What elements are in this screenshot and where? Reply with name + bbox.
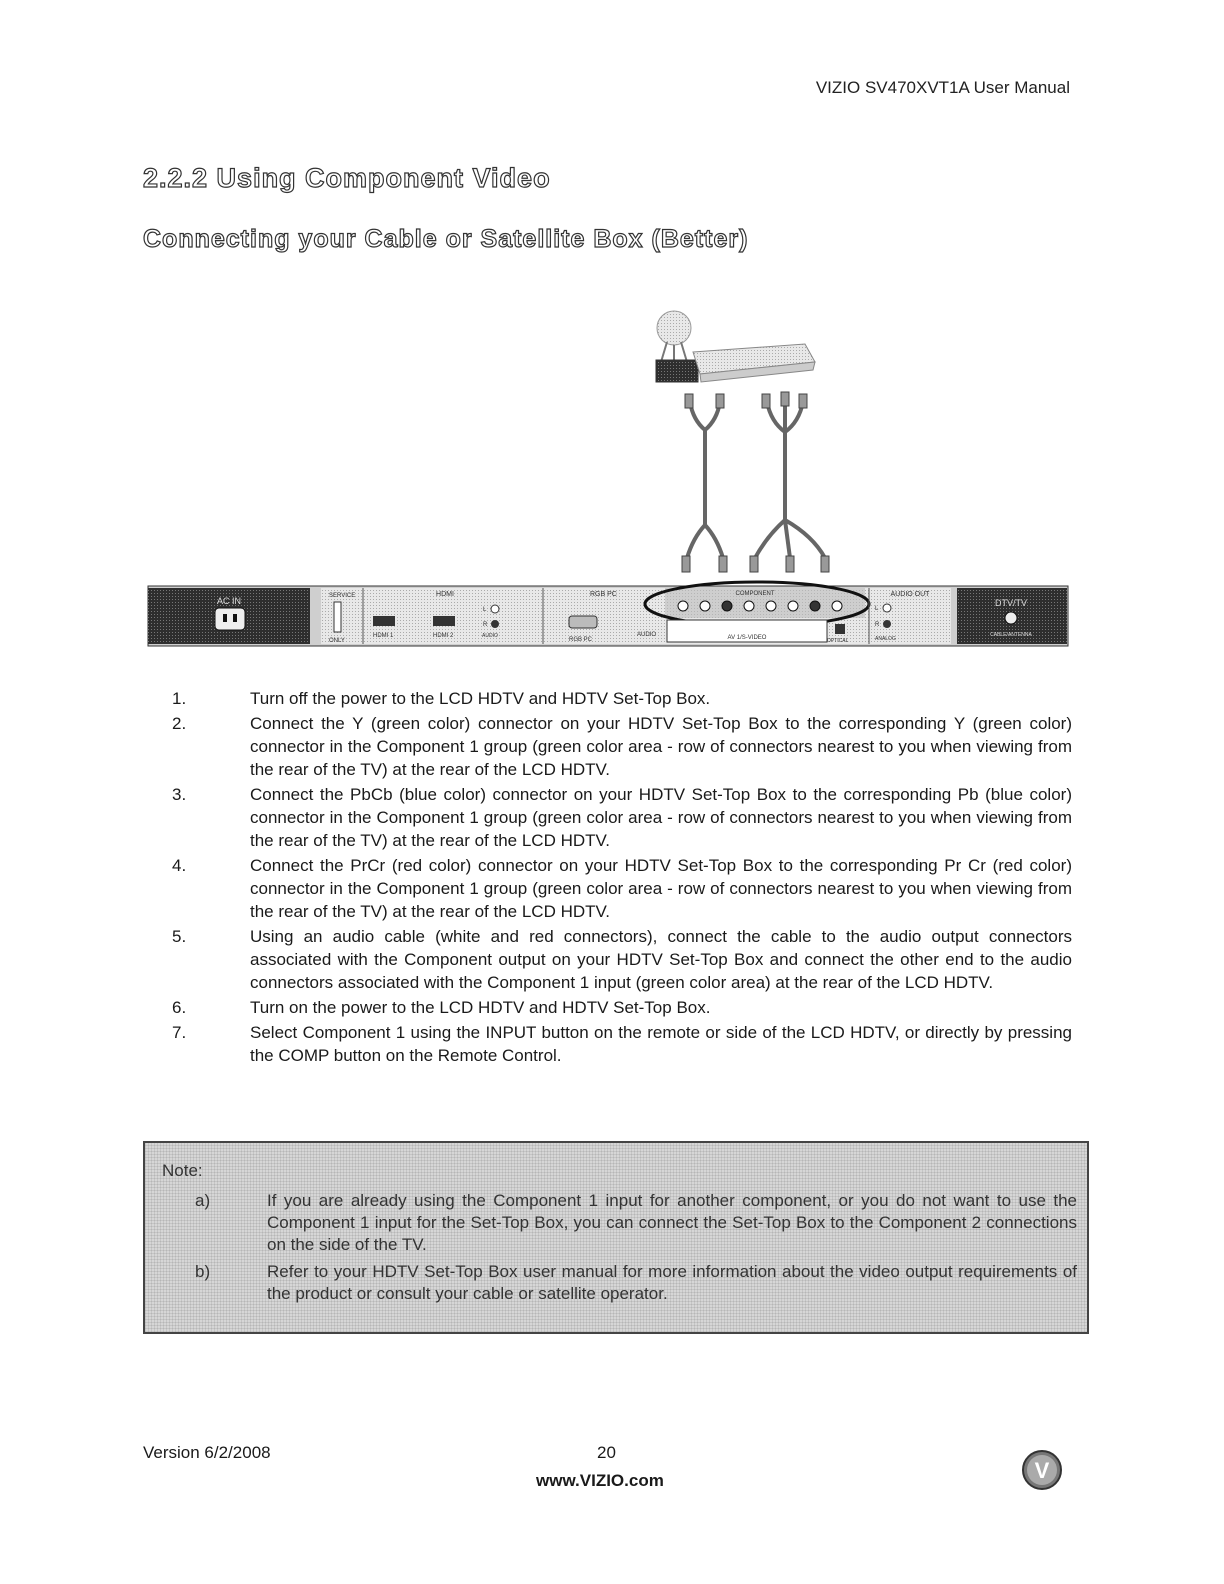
footer-version: Version 6/2/2008 (143, 1443, 271, 1462)
service-only-label: ONLY (329, 638, 345, 644)
hdmi-l-label: L (483, 607, 487, 613)
step-item (172, 712, 1072, 781)
audio-cable (682, 394, 727, 572)
note-item-b (195, 1261, 1077, 1305)
step-text: Connect the PbCb (blue color) connector on your HDTV Set-Top Box to the corresponding Pb (blue color) connector in the Component 1 group (green color area - row of connectors nearest to you when viewing from the rear of the TV) at the rear of the LCD HDTV. (250, 785, 1072, 850)
note-text: Refer to your HDTV Set-Top Box user manual for more information about the video output requirements of the product or consult your cable or satellite operator. (267, 1262, 1077, 1303)
step-text: Connect the Y (green color) connector on your HDTV Set-Top Box to the corresponding Y (green color) connector in the Component 1 group (green color area - row of connectors nearest to you when viewing from the rear of the TV) at the rear of the LCD HDTV. (250, 714, 1072, 779)
step-number: 4. (172, 856, 187, 875)
vizio-logo-icon (1012, 1438, 1072, 1498)
page-number: 20 (597, 1443, 616, 1462)
analog-label: ANALOG (875, 636, 896, 642)
hdmi-r-label: R (483, 622, 488, 628)
hdmi2-label: HDMI 2 (433, 633, 454, 639)
note-letter: a) (195, 1191, 211, 1210)
step-number: 6. (172, 998, 187, 1017)
tv-rear-panel (148, 582, 1068, 646)
set-top-box-illustration (656, 311, 815, 382)
ao-l-label: L (875, 606, 879, 612)
section-title: 2.2.2 Using Component Video (143, 163, 551, 193)
note-label: Note: (162, 1161, 203, 1180)
step-text: Turn off the power to the LCD HDTV and HDTV Set-Top Box. (250, 689, 711, 708)
av-svideo-label: AV 1/S-VIDEO (727, 635, 767, 641)
note-item-a (195, 1190, 1077, 1256)
audio-label: AUDIO (637, 632, 657, 638)
hdmi-label: HDMI (436, 591, 454, 598)
ac-in-label: AC IN (216, 596, 242, 606)
step-text: Connect the PrCr (red color) connector on your HDTV Set-Top Box to the corresponding Pr Cr (red color) connector in the Component 1 group (green color area - row of connectors nearest to you when viewing from the rear of the TV) at the rear of the LCD HDTV. (250, 856, 1072, 921)
footer-url[interactable]: www.VIZIO.com (536, 1471, 664, 1490)
step-text: Select Component 1 using the INPUT button on the remote or side of the LCD HDTV, or directly by pressing the COMP button on the Remote Control. (250, 1023, 1072, 1065)
logo-letter: V (1034, 1458, 1050, 1483)
service-label: SERVICE (329, 593, 356, 599)
note-text: If you are already using the Component 1 input for another component, or you do not want to use the Component 1 input for the Set-Top Box, you can connect the Set-Top Box to the Component 2 connections on the side of the TV. (267, 1191, 1077, 1254)
step-number: 3. (172, 785, 187, 804)
component-cable (750, 392, 829, 572)
dtv-label: DTV/TV (994, 598, 1028, 608)
rgb-pc-label: RGB PC (590, 591, 617, 598)
optical-label: OPTICAL (827, 638, 849, 644)
step-text: Turn on the power to the LCD HDTV and HDTV Set-Top Box. (250, 998, 711, 1017)
step-item (172, 854, 1072, 923)
step-item (172, 1021, 1072, 1067)
note-box (143, 1141, 1089, 1334)
step-item (172, 996, 1072, 1019)
audio-out-label: AUDIO OUT (890, 591, 930, 598)
step-number: 5. (172, 927, 187, 946)
rgb-pc-sub-label: RGB PC (569, 637, 593, 643)
step-item (172, 687, 1072, 710)
manual-title: VIZIO SV470XVT1A User Manual (815, 78, 1070, 97)
hdmi1-label: HDMI 1 (373, 633, 394, 639)
step-item (172, 925, 1072, 994)
step-text: Using an audio cable (white and red connectors), connect the cable to the audio output connectors associated with the Component output on your HDTV Set-Top Box and connect the other end to the audio connectors associated with the Component 1 input (green color area) at the rear of the LCD HDTV. (250, 927, 1072, 992)
component-label: COMPONENT (735, 591, 775, 597)
ao-r-label: R (875, 622, 880, 628)
step-item (172, 783, 1072, 852)
section-subtitle: Connecting your Cable or Satellite Box (Better) (143, 225, 749, 253)
step-number: 7. (172, 1023, 187, 1042)
step-number: 1. (172, 689, 187, 708)
instruction-steps (172, 687, 1072, 1069)
step-number: 2. (172, 714, 187, 733)
note-letter: b) (195, 1262, 211, 1281)
connection-diagram (145, 290, 1075, 650)
hdmi-audio-label: AUDIO (482, 633, 498, 639)
cable-antenna-label: CABLE/ANTENNA (990, 632, 1032, 638)
